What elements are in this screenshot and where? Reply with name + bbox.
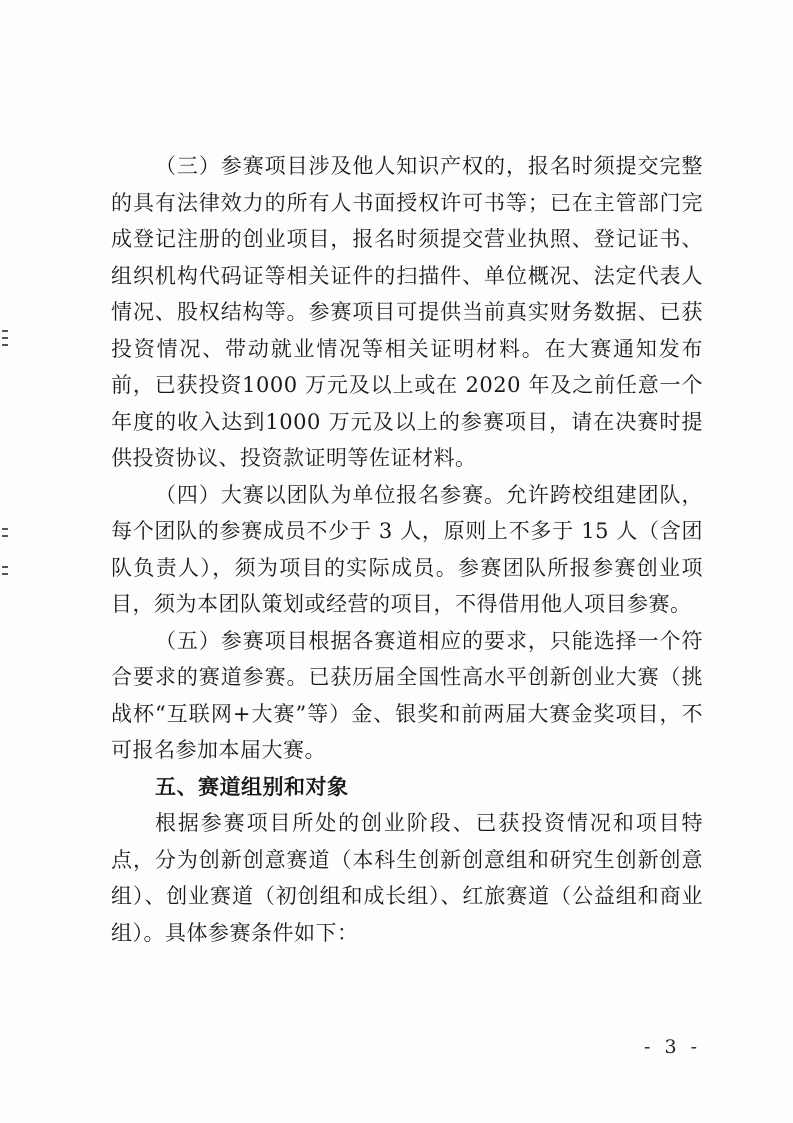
paragraph-item-4: （四）大赛以团队为单位报名参赛。允许跨校组建团队，每个团队的参赛成员不少于 3 人，原则上不多于 15 人（含团队负责人），须为项目的实际成员。参赛团队所报参赛创业项目，须为本团队策划或经营的项目，不得借用他人项目参赛。 [111, 482, 703, 616]
document-body [111, 148, 703, 951]
paragraph-item-5: （五）参赛项目根据各赛道相应的要求，只能选择一个符合要求的赛道参赛。已获历届全国性高水平创新创业大赛（挑战杯“互联网+大赛”等）金、银奖和前两届大赛金奖项目，不可报名参加本届大赛。 [111, 628, 703, 762]
binding-mark-lower [2, 566, 8, 580]
section-paragraph: 根据参赛项目所处的创业阶段、已获投资情况和项目特点，分为创新创意赛道（本科生创新创意组和研究生创新创意组）、创业赛道（初创组和成长组）、红旅赛道（公益组和商业组）。具体参赛条件如下： [111, 811, 703, 945]
paragraph-item-3: （三）参赛项目涉及他人知识产权的，报名时须提交完整的具有法律效力的所有人书面授权许可书等；已在主管部门完成登记注册的创业项目，报名时须提交营业执照、登记证书、组织机构代码证等相关证件的扫描件、单位概况、法定代表人情况、股权结构等。参赛项目可提供当前真实财务数据、已获投资情况、带动就业情况等相关证明材料。在大赛通知发布前，已获投资1000 万元及以上或在 2020 年及之前任意一个年度的收入达到1000 万元及以上的参赛项目，请在决赛时提供投资协议、投资款证明等佐证材料。 [111, 154, 703, 470]
binding-mark-middle [2, 528, 8, 542]
section-heading-tracks: 五、赛道组别和对象 [155, 774, 349, 799]
page-number: - 3 - [643, 1036, 701, 1058]
binding-mark-top [2, 330, 8, 351]
